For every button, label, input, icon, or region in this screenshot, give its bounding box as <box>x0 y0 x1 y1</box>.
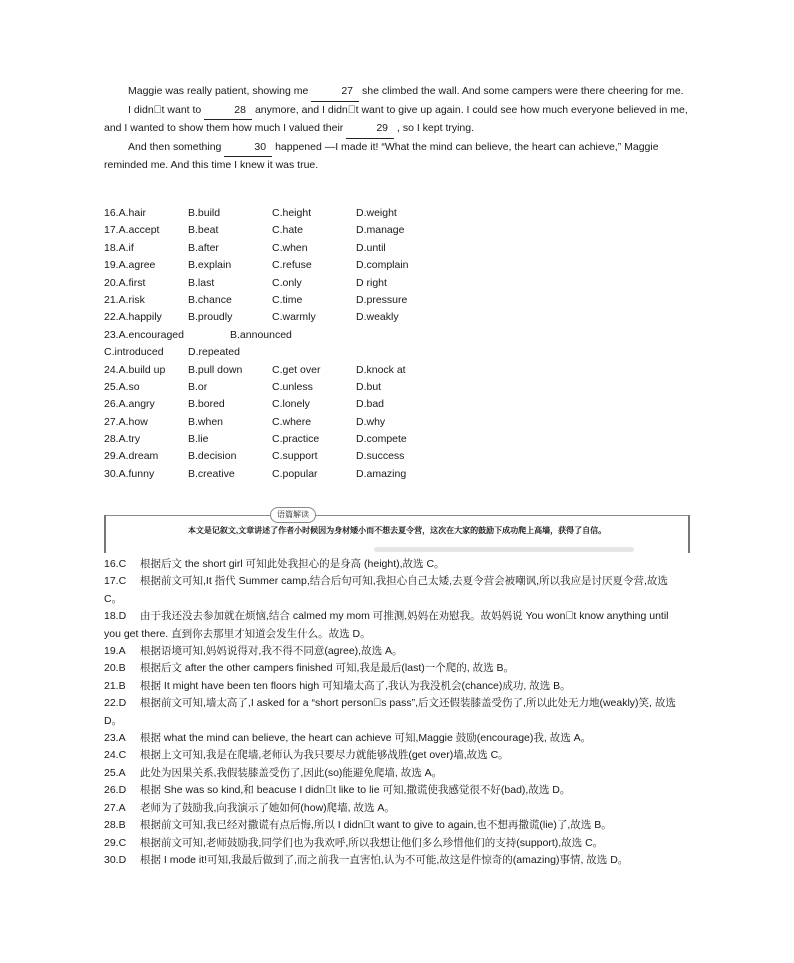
interpretation-summary: 本文是记叙文,文章讲述了作者小时候因为身材矮小而不想去夏令营，这次在大家的鼓励下成功爬上高墙，获得了自信。 <box>187 526 607 535</box>
answer-key: 19.A <box>104 645 126 658</box>
option: C.refuse <box>272 259 312 272</box>
option: D.compete <box>356 433 407 446</box>
answer-item <box>104 835 688 852</box>
answer-options <box>104 205 524 483</box>
option: 20.A.first <box>104 276 146 289</box>
passage-interpretation-box <box>104 503 690 553</box>
option: 27.A.how <box>104 415 148 428</box>
option: B.proudly <box>188 311 233 324</box>
option: C.popular <box>272 467 318 480</box>
answer-item <box>104 852 688 869</box>
answer-key: 20.B <box>104 662 126 675</box>
option: 23.A.encouraged <box>104 328 184 341</box>
option-row <box>104 275 524 292</box>
option: 19.A.agree <box>104 259 156 272</box>
option-row <box>104 379 524 396</box>
option: B.pull down <box>188 363 243 376</box>
answer-key: 24.C <box>104 749 127 762</box>
answer-text: 根据前文可知,墙太高了,I asked for a “short person s pass”,后文还假装膝盖受伤了,所以此处无力地(weakly)笑, 故选 D。 <box>104 697 676 727</box>
option: C.practice <box>272 433 320 446</box>
option: B.creative <box>188 467 235 480</box>
answer-key: 28.B <box>104 819 126 832</box>
option: B.announced <box>230 328 292 341</box>
passage-paragraph-1 <box>104 83 694 102</box>
answer-item <box>104 573 688 608</box>
option-row <box>104 448 524 465</box>
option: 18.A.if <box>104 241 134 254</box>
answer-item <box>104 782 688 799</box>
option-row <box>104 396 524 413</box>
answer-text: 根据 She was so kind,和 beacuse I didn t like to lie 可知,撒谎使我感觉很不好(bad),故选 D。 <box>140 784 571 797</box>
option-row <box>104 205 524 222</box>
answer-explanations <box>104 556 688 869</box>
option: B.chance <box>188 293 232 306</box>
option: B.after <box>188 241 219 254</box>
option-row <box>104 222 524 239</box>
answer-key: 27.A <box>104 801 126 814</box>
option-row <box>104 327 524 344</box>
option: 26.A.angry <box>104 398 155 411</box>
option: B.explain <box>188 259 232 272</box>
answer-item <box>104 643 688 660</box>
option: D.manage <box>356 224 405 237</box>
option: C.support <box>272 450 318 463</box>
blank-30: 30 <box>224 139 272 158</box>
option: D.complain <box>356 259 409 272</box>
option: D.weakly <box>356 311 399 324</box>
option: D.bad <box>356 398 385 411</box>
passage-paragraph-2 <box>104 102 694 139</box>
answer-item <box>104 817 688 834</box>
answer-text: 根据前文可知,老师鼓励我,同学们也为我欢呼,所以我想让他们多么珍惜他们的支持(support),故选 C。 <box>140 836 604 849</box>
option: D.but <box>356 380 382 393</box>
option: D.success <box>356 450 405 463</box>
option: B.when <box>188 415 224 428</box>
option: B.or <box>188 380 208 393</box>
answer-text: 根据 what the mind can believe, the heart can achieve 可知,Maggie 鼓励(encourage)我, 故选 A。 <box>140 732 592 745</box>
option: 24.A.build up <box>104 363 166 376</box>
option-row <box>104 362 524 379</box>
option: B.lie <box>188 433 209 446</box>
option: B.decision <box>188 450 237 463</box>
blank-29: 29 <box>346 120 394 139</box>
answer-text: 根据后文 the short girl 可知此处我担心的是身高 (height),故选 C。 <box>140 558 445 570</box>
option: B.build <box>188 207 221 219</box>
option: 29.A.dream <box>104 450 159 463</box>
blank-28: 28 <box>204 102 252 121</box>
passage-paragraph-3 <box>104 139 694 175</box>
passage-text: , so I kept trying. <box>397 122 475 134</box>
answer-text: 根据上文可知,我是在爬墙,老师认为我只要尽力就能够战胜(get over)墙,故选 C。 <box>140 749 509 762</box>
option: C.lonely <box>272 398 310 411</box>
box-bottom-shade <box>374 547 634 552</box>
option: C.introduced <box>104 346 164 359</box>
passage-text: I didn t want to <box>128 103 202 116</box>
option-row <box>104 344 524 361</box>
answer-key: 29.C <box>104 836 127 849</box>
cloze-passage <box>104 83 694 175</box>
passage-text: happened —I made it! “What the mind can believe, the heart can achieve,” Maggie reminded me. And this time I knew it was true. <box>104 140 659 171</box>
answer-item <box>104 800 688 817</box>
answer-text: 根据后文 after the other campers finished 可知,我是最后(last)一个爬的, 故选 B。 <box>140 662 515 675</box>
answer-text: 由于我还没去参加就在烦恼,结合 calmed my mom 可推测,妈妈在劝慰我。故妈妈说 You won t know anything until you get there. 直到你去那里才知道会发生什么。故选 D。 <box>104 610 669 640</box>
option: C.get over <box>272 363 321 376</box>
option: D.pressure <box>356 293 408 306</box>
answer-key: 23.A <box>104 732 126 745</box>
answer-item <box>104 730 688 747</box>
option: 16.A.hair <box>104 207 147 219</box>
passage-text: And then something <box>128 140 222 153</box>
passage-text: anymore, and I didn t want to give up again. I could see how much everyone believed in me, and I wanted to show them how much I valued their <box>104 103 688 134</box>
answer-text: 根据 I mode it!可知,我最后做到了,而之前我一直害怕,认为不可能,故这是件惊奇的(amazing)事情, 故选 D。 <box>140 853 629 866</box>
option-row <box>104 309 524 326</box>
option: C.where <box>272 415 312 428</box>
option: 30.A.funny <box>104 467 155 480</box>
answer-key: 25.A <box>104 766 126 779</box>
answer-item <box>104 556 688 573</box>
option-row <box>104 431 524 448</box>
answer-key: 26.D <box>104 784 127 797</box>
option: D.weight <box>356 207 397 219</box>
option: 28.A.try <box>104 433 141 446</box>
option: C.only <box>272 276 302 289</box>
option: D.repeated <box>188 346 240 359</box>
answer-item <box>104 660 688 677</box>
option: C.warmly <box>272 311 316 324</box>
option: 21.A.risk <box>104 293 145 306</box>
option: D.amazing <box>356 467 407 480</box>
option-row <box>104 257 524 274</box>
answer-key: 16.C <box>104 558 127 570</box>
option: 17.A.accept <box>104 224 160 237</box>
answer-item <box>104 678 688 695</box>
answer-key: 30.D <box>104 853 127 866</box>
answer-key: 21.B <box>104 679 126 692</box>
option: B.beat <box>188 224 219 237</box>
answer-item <box>104 608 688 643</box>
answer-text: 此处为因果关系,我假装膝盖受伤了,因此(so)能避免爬墙, 故选 A。 <box>140 766 443 779</box>
answer-key: 17.C <box>104 575 127 588</box>
option-row <box>104 466 524 483</box>
blank-27: 27 <box>311 83 359 102</box>
answer-text: 根据前文可知,我已经对撒谎有点后悔,所以 I didn t want to give to again,也不想再撒谎(lie)了,故选 B。 <box>140 819 612 832</box>
option: D right <box>356 276 387 289</box>
option: C.when <box>272 241 308 254</box>
option: C.hate <box>272 224 303 237</box>
option: 22.A.happily <box>104 311 162 324</box>
option: B.bored <box>188 398 225 411</box>
answer-text: 根据 It might have been ten floors high 可知墙太高了,我认为我没机会(chance)成功, 故选 B。 <box>140 679 571 692</box>
answer-item <box>104 695 688 730</box>
option: B.last <box>188 276 215 289</box>
answer-text: 根据前文可知,It 指代 Summer camp,结合后句可知,我担心自己太矮,去夏令营会被嘲讽,所以我应是讨厌夏令营,故选 C。 <box>104 575 668 605</box>
option: D.knock at <box>356 363 406 376</box>
option-row <box>104 414 524 431</box>
option: D.why <box>356 415 386 428</box>
option: C.time <box>272 293 303 306</box>
option: C.unless <box>272 380 313 393</box>
option: D.until <box>356 241 386 254</box>
answer-item <box>104 765 688 782</box>
divider <box>104 515 690 516</box>
option-row <box>104 292 524 309</box>
answer-text: 老师为了鼓励我,向我演示了她如何(how)爬墙, 故选 A。 <box>140 801 395 814</box>
answer-key: 22.D <box>104 697 127 710</box>
option: 25.A.so <box>104 380 140 393</box>
option: C.height <box>272 207 312 219</box>
answer-item <box>104 747 688 764</box>
passage-text: Maggie was really patient, showing me <box>128 85 309 97</box>
passage-text: she climbed the wall. And some campers were there cheering for me. <box>362 85 684 97</box>
interpretation-tab: 语篇解读 <box>270 507 316 523</box>
option-row <box>104 240 524 257</box>
answer-text: 根据语境可知,妈妈说得对,我不得不同意(agree),故选 A。 <box>140 645 403 658</box>
answer-key: 18.D <box>104 610 127 623</box>
